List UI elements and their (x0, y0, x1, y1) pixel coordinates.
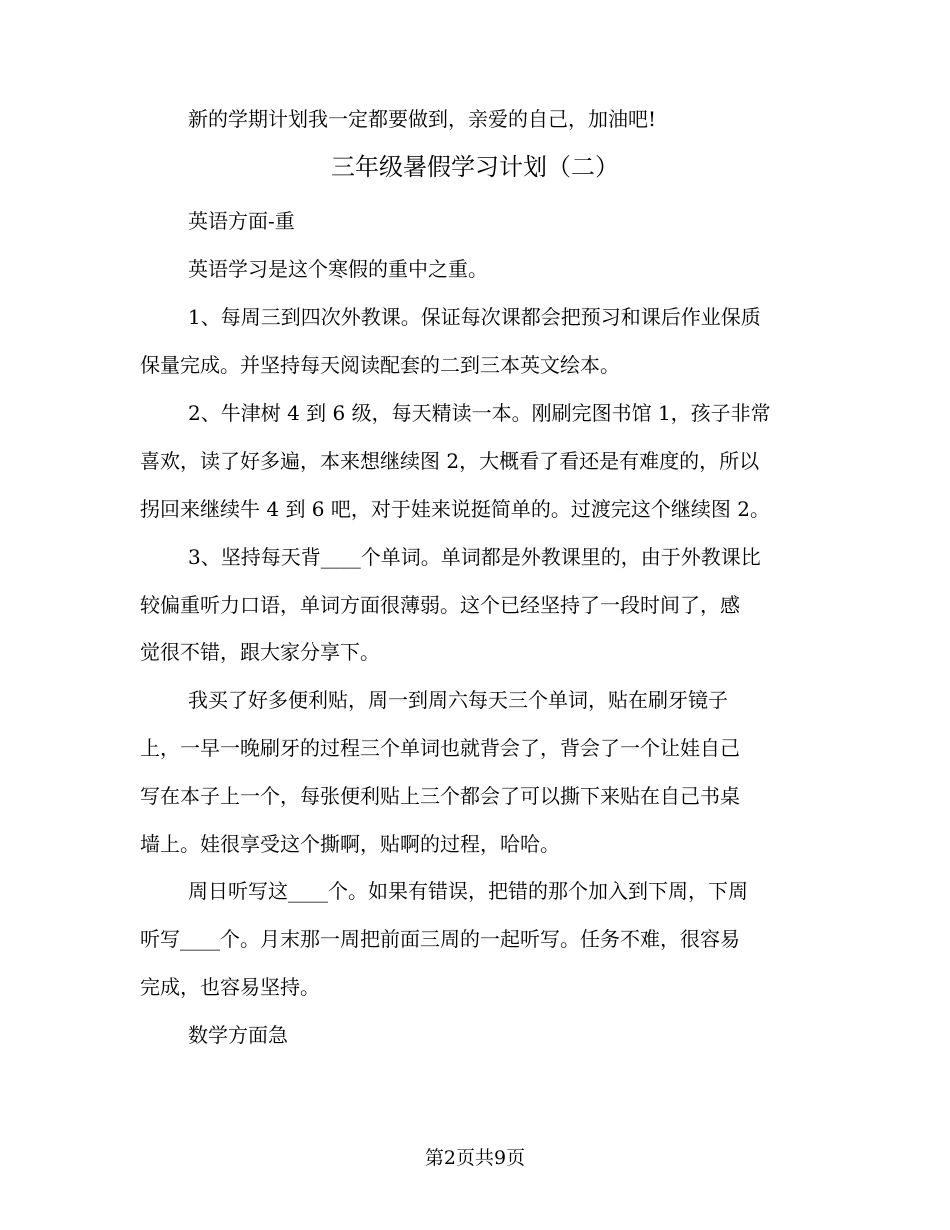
paragraph-line: 较偏重听力口语，单词方面很薄弱。这个已经坚持了一段时间了，感 (140, 593, 740, 617)
paragraph-line: 1、每周三到四次外教课。保证每次课都会把预习和课后作业保质 (188, 305, 761, 329)
paragraph-line: 保量完成。并坚持每天阅读配套的二到三本英文绘本。 (140, 353, 620, 377)
paragraph-line: 我买了好多便利贴，周一到周六每天三个单词，贴在刷牙镜子 (188, 688, 728, 712)
section-heading-english: 英语方面-重 (188, 209, 295, 233)
paragraph-line: 英语学习是这个寒假的重中之重。 (188, 257, 488, 281)
paragraph-line: 拐回来继续牛 4 到 6 吧，对于娃来说挺简单的。过渡完这个继续图 2。 (140, 497, 770, 521)
paragraph-line: 听写____个。月末那一周把前面三周的一起听写。任务不难，很容易 (140, 927, 740, 951)
paragraph-line: 上，一早一晚刷牙的过程三个单词也就背会了，背会了一个让娃自己 (140, 736, 740, 760)
document-title: 三年级暑假学习计划（二） (331, 153, 619, 181)
paragraph-line: 觉很不错，跟大家分享下。 (140, 640, 380, 664)
page-number: 第2页共9页 (424, 1147, 526, 1169)
paragraph-line: 完成，也容易坚持。 (140, 975, 320, 999)
intro-line: 新的学期计划我一定都要做到，亲爱的自己，加油吧! (188, 107, 657, 131)
paragraph-line: 2、牛津树 4 到 6 级，每天精读一本。刚刷完图书馆 1，孩子非常 (188, 401, 771, 425)
section-heading-math: 数学方面急 (188, 1023, 288, 1047)
paragraph-line: 墙上。娃很享受这个撕啊，贴啊的过程，哈哈。 (140, 832, 560, 856)
paragraph-line: 喜欢，读了好多遍，本来想继续图 2，大概看了看还是有难度的，所以 (140, 449, 760, 473)
paragraph-line: 3、坚持每天背____个单词。单词都是外教课里的，由于外教课比 (188, 545, 761, 569)
paragraph-line: 写在本子上一个，每张便利贴上三个都会了可以撕下来贴在自己书桌 (140, 784, 740, 808)
paragraph-line: 周日听写这____个。如果有错误，把错的那个加入到下周，下周 (188, 879, 748, 903)
